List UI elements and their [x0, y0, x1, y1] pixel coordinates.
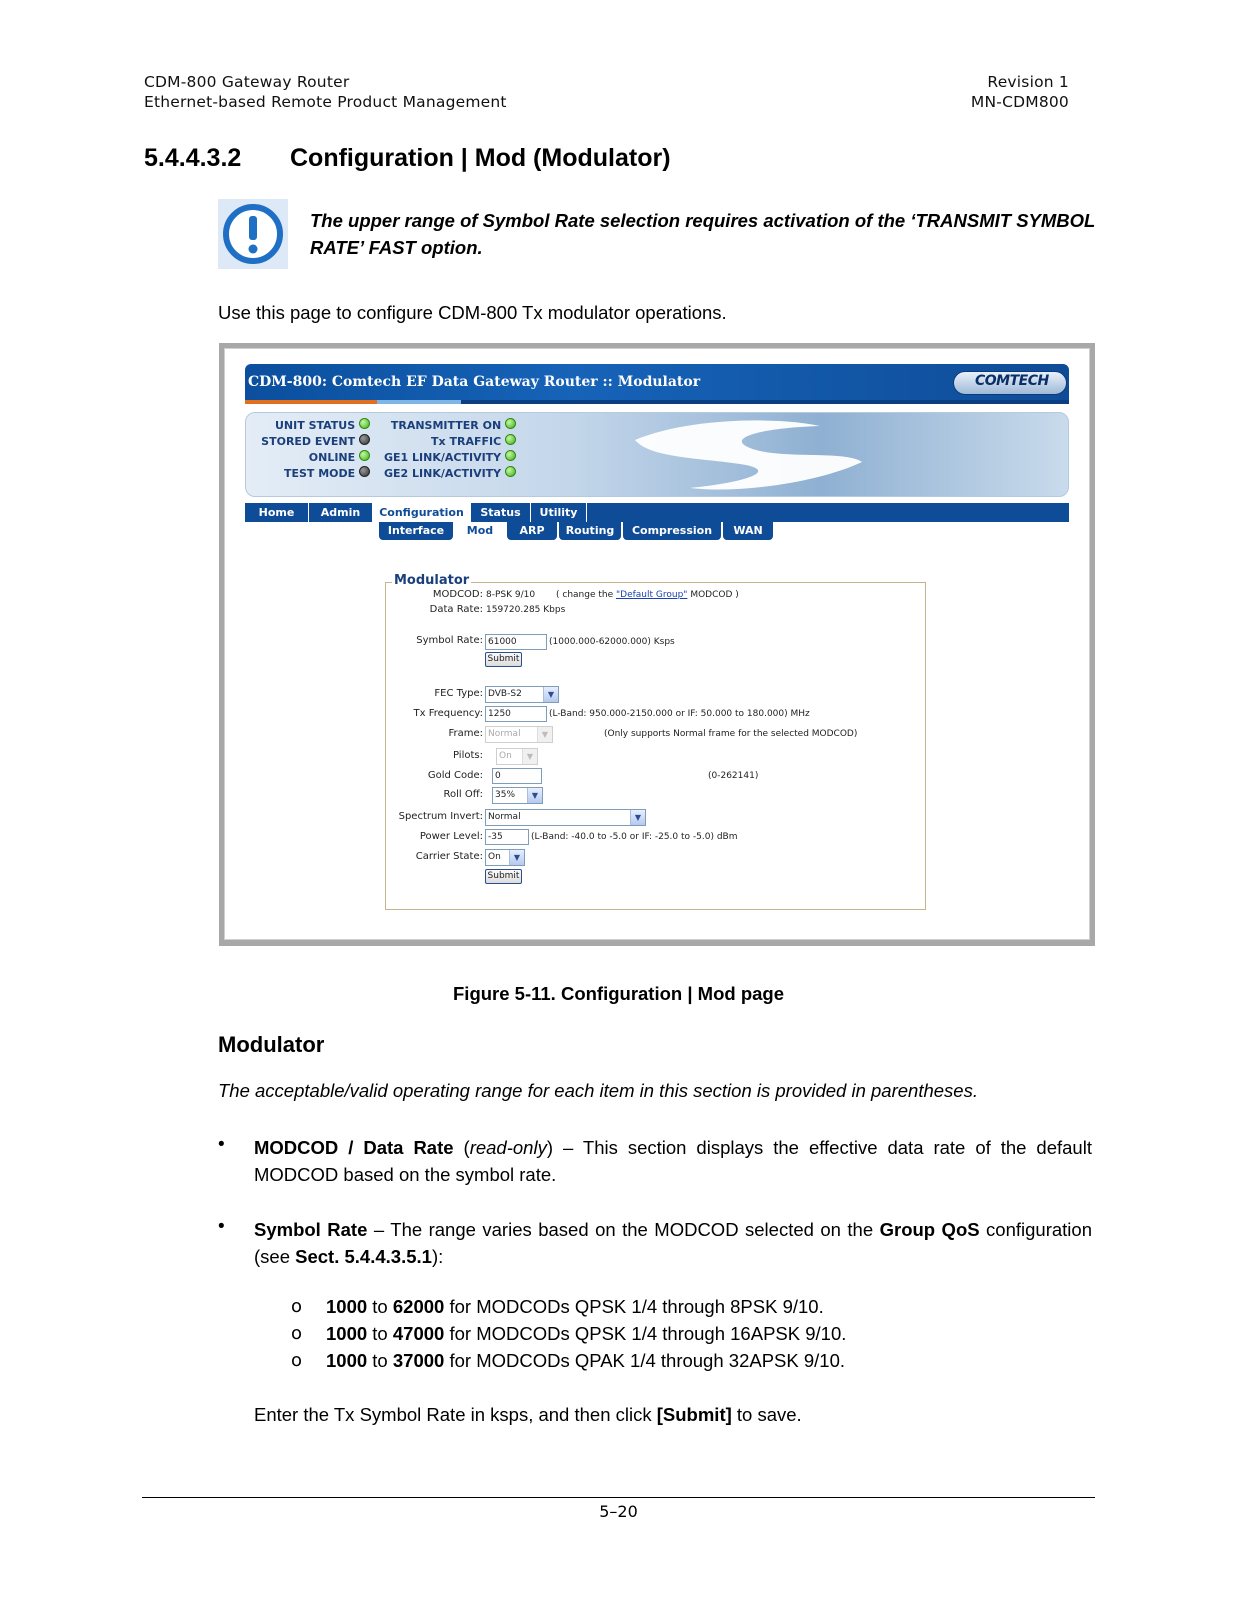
header-revision: Revision 1: [987, 73, 1069, 91]
header-doc-number: MN-CDM800: [970, 93, 1069, 111]
modulator-legend: Modulator: [394, 573, 470, 588]
sub-bullet-marker: o: [291, 1350, 303, 1371]
carrier-state-select[interactable]: On ▼: [485, 849, 525, 866]
title-accent-light: [377, 400, 461, 404]
bullet-marker: •: [218, 1134, 225, 1155]
modcod-value: 8-PSK 9/10: [486, 590, 536, 600]
led-tx-traffic-icon: [505, 434, 516, 445]
roll-off-label: Roll Off:: [443, 789, 483, 800]
status-unit-status: UNIT STATUS: [255, 418, 370, 434]
status-ge2-link: GE2 LINK/ACTIVITY: [380, 466, 516, 482]
status-transmitter-on: TRANSMITTER ON: [380, 418, 516, 434]
header-product: CDM-800 Gateway Router: [144, 73, 350, 91]
running-header-left: [144, 72, 507, 112]
running-header-right: [971, 72, 1069, 112]
page-number: 5–20: [599, 1502, 638, 1521]
comtech-logo-text: COMTECH: [975, 373, 1049, 389]
change-default-group: ( change the "Default Group" MODCOD ): [556, 590, 739, 600]
led-ge1-link-icon: [505, 450, 516, 461]
intro-paragraph: Use this page to configure CDM-800 Tx modulator operations.: [218, 302, 727, 323]
spectrum-invert-label: Spectrum Invert:: [398, 811, 483, 822]
spectrum-invert-select[interactable]: Normal ▼: [485, 809, 646, 826]
sub-bullet-marker: o: [291, 1323, 303, 1344]
modulator-submit-button[interactable]: Submit: [485, 869, 522, 884]
sub-bullet-range-3: 1000 to 37000 for MODCODs QPAK 1/4 through 32APSK 9/10.: [326, 1350, 845, 1371]
tab-utility[interactable]: Utility: [531, 503, 587, 522]
sub-bullet-marker: o: [291, 1296, 303, 1317]
notice-text: The upper range of Symbol Rate selection requires activation of the ‘TRANSMIT SYMBOL RATE’ FAST option.: [310, 210, 1096, 258]
roll-off-select[interactable]: 35% ▼: [492, 787, 543, 804]
power-level-range: (L-Band: -40.0 to -5.0 or IF: -25.0 to -5.0) dBm: [531, 832, 738, 842]
gold-code-label: Gold Code:: [427, 770, 483, 781]
led-test-mode-icon: [359, 466, 370, 477]
subtab-arp[interactable]: ARP: [507, 522, 557, 540]
tx-frequency-input[interactable]: 1250: [485, 706, 547, 722]
bullet-symbol-rate: Symbol Rate – The range varies based on the MODCOD selected on the Group QoS configuration (see Sect. 5.4.4.3.5.1):: [254, 1219, 1092, 1267]
gold-code-input[interactable]: 0: [492, 768, 542, 784]
pilots-label: Pilots:: [453, 750, 483, 761]
chevron-down-icon: ▼: [537, 727, 552, 742]
power-level-input[interactable]: -35: [485, 829, 529, 845]
exclamation-circle-icon: [218, 199, 288, 269]
fec-type-select[interactable]: DVB-S2 ▼: [485, 686, 559, 703]
frame-select[interactable]: Normal ▼: [485, 726, 553, 743]
symbol-rate-label: Symbol Rate:: [416, 635, 483, 646]
status-ge1-link: GE1 LINK/ACTIVITY: [380, 450, 516, 466]
status-online: ONLINE: [255, 450, 370, 466]
default-group-link[interactable]: "Default Group": [616, 590, 688, 600]
tx-frequency-range: (L-Band: 950.000-2150.000 or IF: 50.000 to 180.000) MHz: [549, 709, 810, 719]
symbol-rate-range: (1000.000-62000.000) Ksps: [549, 637, 675, 647]
data-rate-value: 159720.285 Kbps: [486, 605, 566, 615]
power-level-label: Power Level:: [419, 831, 483, 842]
led-ge2-link-icon: [505, 466, 516, 477]
tx-frequency-label: Tx Frequency:: [413, 708, 483, 719]
symbol-rate-input[interactable]: 61000: [485, 634, 547, 650]
symbol-rate-submit-button[interactable]: Submit: [485, 652, 522, 667]
fec-type-label: FEC Type:: [434, 688, 483, 699]
tab-configuration[interactable]: Configuration: [373, 503, 471, 522]
modcod-label: MODCOD:: [432, 589, 483, 600]
figure-caption: Figure 5-11. Configuration | Mod page: [453, 983, 784, 1004]
tab-status[interactable]: Status: [471, 503, 531, 522]
chevron-down-icon: ▼: [630, 810, 645, 825]
title-accent-orange: [245, 400, 377, 404]
subtab-compression[interactable]: Compression: [623, 522, 721, 540]
status-test-mode: TEST MODE: [255, 466, 370, 482]
subtab-mod[interactable]: Mod: [455, 522, 505, 540]
range-note: The acceptable/valid operating range for each item in this section is provided in parentheses.: [218, 1080, 978, 1101]
footer-rule: [142, 1497, 1095, 1498]
status-tx-traffic: Tx TRAFFIC: [380, 434, 516, 450]
title-accent-dark: [461, 400, 1069, 404]
chevron-down-icon: ▼: [543, 687, 558, 702]
data-rate-label: Data Rate:: [429, 604, 483, 615]
bullet-modcod-data-rate: MODCOD / Data Rate (read-only) – This section displays the effective data rate of the default MODCOD based on the symbol rate.: [254, 1137, 1092, 1185]
sub-bullet-range-1: 1000 to 62000 for MODCODs QPSK 1/4 through 8PSK 9/10.: [326, 1296, 824, 1317]
status-stored-event: STORED EVENT: [255, 434, 370, 450]
chevron-down-icon: ▼: [527, 788, 542, 803]
chevron-down-icon: ▼: [522, 749, 537, 764]
chevron-down-icon: ▼: [509, 850, 524, 865]
primary-nav: [245, 503, 1069, 522]
section-title: Configuration | Mod (Modulator): [290, 144, 671, 172]
subheading-modulator: Modulator: [218, 1032, 325, 1057]
subtab-routing[interactable]: Routing: [559, 522, 621, 540]
tab-home[interactable]: Home: [245, 503, 309, 522]
subtab-wan[interactable]: WAN: [723, 522, 773, 540]
tab-admin[interactable]: Admin: [309, 503, 373, 522]
gold-code-range: (0-262141): [708, 771, 759, 781]
led-transmitter-on-icon: [505, 418, 516, 429]
header-subtitle: Ethernet-based Remote Product Management: [144, 93, 507, 111]
enter-instruction: Enter the Tx Symbol Rate in ksps, and then click [Submit] to save.: [254, 1404, 802, 1425]
app-title: CDM-800: Comtech EF Data Gateway Router :: Modulator: [248, 374, 701, 390]
carrier-state-label: Carrier State:: [415, 851, 483, 862]
frame-label: Frame:: [448, 728, 483, 739]
swoosh-graphic: [630, 412, 870, 497]
sub-bullet-range-2: 1000 to 47000 for MODCODs QPSK 1/4 through 16APSK 9/10.: [326, 1323, 847, 1344]
subtab-interface[interactable]: Interface: [379, 522, 453, 540]
section-number: 5.4.4.3.2: [144, 144, 242, 172]
pilots-select[interactable]: On ▼: [496, 748, 538, 765]
led-online-icon: [359, 450, 370, 461]
frame-note: (Only supports Normal frame for the selected MODCOD): [604, 729, 858, 739]
bullet-marker: •: [218, 1216, 225, 1237]
led-unit-status-icon: [359, 418, 370, 429]
led-stored-event-icon: [359, 434, 370, 445]
